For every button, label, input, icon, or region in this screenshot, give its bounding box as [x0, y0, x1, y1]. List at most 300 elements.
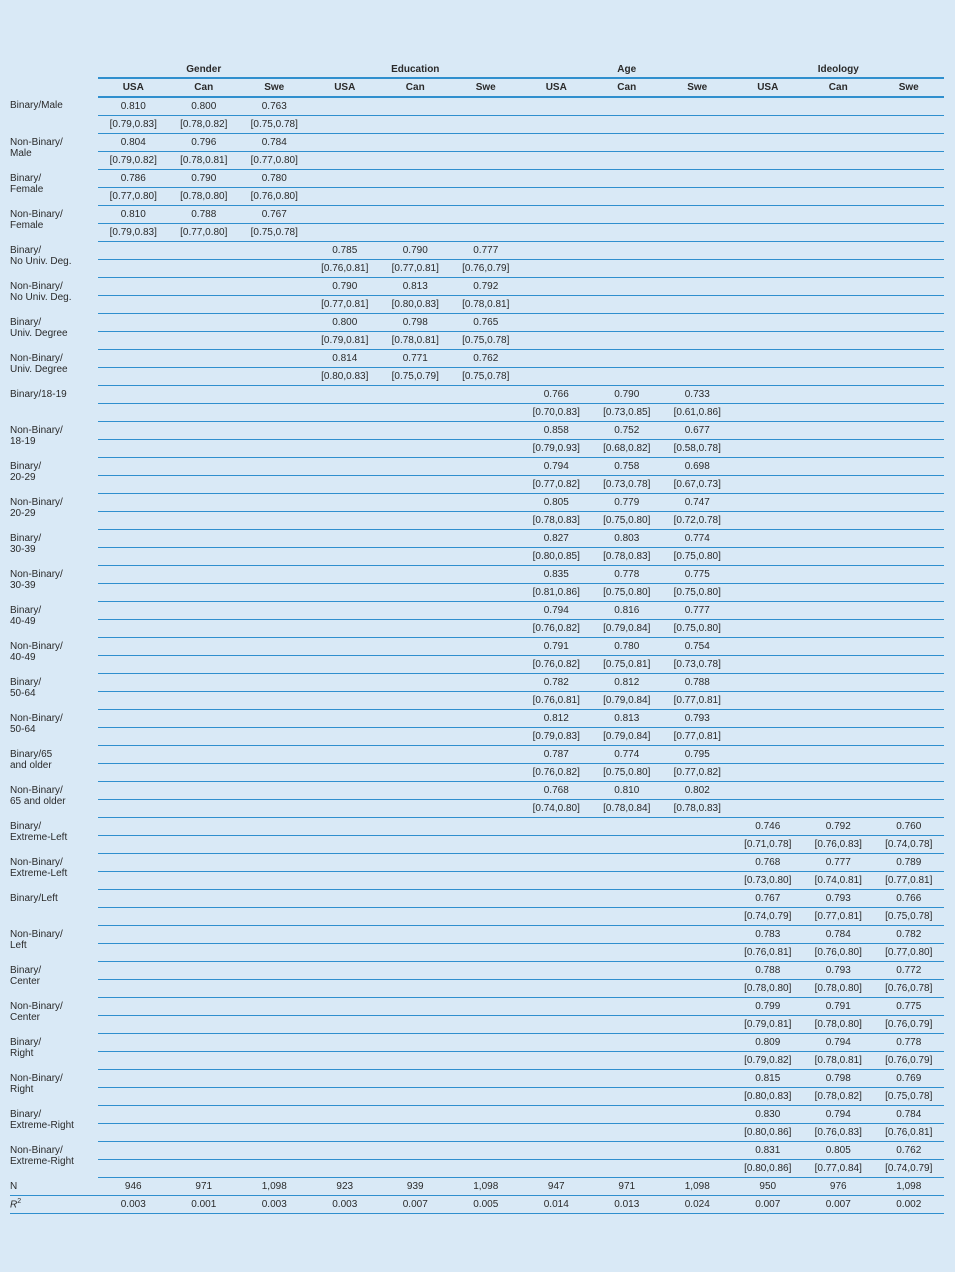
estimate-cell: 0.785 [310, 242, 381, 260]
empty-cell [662, 908, 733, 926]
row-label [10, 1070, 98, 1106]
ci-cell: [0.75,0.78] [451, 368, 522, 386]
empty-cell [662, 368, 733, 386]
empty-cell [310, 440, 381, 458]
estimate-cell: 0.815 [733, 1070, 804, 1088]
ci-cell: [0.80,0.85] [521, 548, 592, 566]
empty-cell [521, 350, 592, 368]
empty-cell [874, 530, 945, 548]
table-row-ci [10, 188, 944, 206]
empty-cell [874, 440, 945, 458]
empty-cell [239, 368, 310, 386]
table-row [10, 962, 944, 980]
table-row [10, 422, 944, 440]
empty-cell [592, 242, 663, 260]
empty-cell [98, 458, 169, 476]
r2-letter: R [10, 1199, 18, 1211]
row-label-line: Non-Binary/ [10, 352, 63, 364]
ci-cell: [0.75,0.78] [239, 116, 310, 134]
empty-cell [662, 980, 733, 998]
ci-cell: [0.76,0.83] [803, 1124, 874, 1142]
empty-cell [169, 584, 240, 602]
empty-cell [874, 800, 945, 818]
empty-cell [380, 1142, 451, 1160]
estimate-cell: 0.790 [310, 278, 381, 296]
estimate-cell: 0.791 [803, 998, 874, 1016]
estimate-cell: 0.784 [239, 134, 310, 152]
table-row [10, 170, 944, 188]
empty-cell [662, 116, 733, 134]
empty-cell [98, 710, 169, 728]
empty-cell [733, 224, 804, 242]
n-cell: 971 [592, 1178, 663, 1196]
empty-cell [733, 440, 804, 458]
row-label-line: 40-49 [10, 651, 36, 663]
empty-cell [169, 260, 240, 278]
empty-cell [98, 422, 169, 440]
empty-cell [733, 170, 804, 188]
country-header: Can [380, 78, 451, 97]
estimate-cell: 0.778 [874, 1034, 945, 1052]
empty-cell [380, 97, 451, 116]
n-cell: 1,098 [451, 1178, 522, 1196]
r2-cell: 0.007 [803, 1196, 874, 1214]
empty-cell [380, 386, 451, 404]
ci-cell: [0.76,0.80] [803, 944, 874, 962]
r2-label [10, 1196, 98, 1214]
empty-cell [98, 1016, 169, 1034]
estimate-cell: 0.775 [874, 998, 945, 1016]
ci-cell: [0.81,0.86] [521, 584, 592, 602]
row-label [10, 998, 98, 1034]
empty-cell [451, 944, 522, 962]
empty-cell [662, 170, 733, 188]
row-label-line: Binary/ [10, 676, 42, 688]
empty-cell [521, 998, 592, 1016]
empty-cell [380, 854, 451, 872]
empty-cell [98, 1142, 169, 1160]
empty-cell [239, 332, 310, 350]
r2-cell: 0.003 [239, 1196, 310, 1214]
empty-cell [169, 566, 240, 584]
empty-cell [733, 278, 804, 296]
empty-cell [662, 188, 733, 206]
row-label [10, 242, 98, 278]
empty-cell [169, 368, 240, 386]
empty-cell [98, 782, 169, 800]
estimate-cell: 0.774 [592, 746, 663, 764]
empty-cell [169, 656, 240, 674]
empty-cell [98, 368, 169, 386]
r2-cell: 0.003 [310, 1196, 381, 1214]
ci-cell: [0.77,0.82] [521, 476, 592, 494]
empty-cell [803, 800, 874, 818]
empty-cell [239, 1088, 310, 1106]
ci-cell: [0.77,0.81] [662, 692, 733, 710]
estimate-cell: 0.758 [592, 458, 663, 476]
table-row [10, 926, 944, 944]
r2-cell: 0.007 [733, 1196, 804, 1214]
ci-cell: [0.71,0.78] [733, 836, 804, 854]
estimate-cell: 0.810 [592, 782, 663, 800]
empty-cell [521, 1160, 592, 1178]
empty-cell [380, 1034, 451, 1052]
table-row [10, 890, 944, 908]
row-label-line: Binary/ [10, 604, 42, 616]
estimate-cell: 0.778 [592, 566, 663, 584]
empty-cell [310, 224, 381, 242]
estimate-cell: 0.677 [662, 422, 733, 440]
empty-cell [380, 206, 451, 224]
n-cell: 1,098 [239, 1178, 310, 1196]
empty-cell [803, 638, 874, 656]
empty-cell [733, 296, 804, 314]
empty-cell [592, 1124, 663, 1142]
ci-cell: [0.75,0.81] [592, 656, 663, 674]
empty-cell [521, 926, 592, 944]
ci-cell: [0.75,0.78] [451, 332, 522, 350]
empty-cell [733, 764, 804, 782]
row-label [10, 134, 98, 170]
row-label [10, 422, 98, 458]
estimate-cell: 0.792 [803, 818, 874, 836]
empty-cell [380, 476, 451, 494]
ci-cell: [0.70,0.83] [521, 404, 592, 422]
empty-cell [803, 764, 874, 782]
table-row-ci [10, 260, 944, 278]
table-row-ci [10, 548, 944, 566]
estimate-cell: 0.765 [451, 314, 522, 332]
empty-cell [169, 908, 240, 926]
empty-cell [451, 908, 522, 926]
empty-cell [521, 1142, 592, 1160]
empty-cell [874, 332, 945, 350]
empty-cell [169, 926, 240, 944]
table-row [10, 674, 944, 692]
empty-cell [380, 1106, 451, 1124]
group-header-age: Age [521, 56, 733, 78]
row-label-line: Non-Binary/ [10, 280, 63, 292]
empty-cell [803, 584, 874, 602]
empty-cell [310, 728, 381, 746]
empty-cell [380, 1088, 451, 1106]
ci-cell: [0.77,0.81] [310, 296, 381, 314]
table-row-ci [10, 1124, 944, 1142]
table-row-ci [10, 152, 944, 170]
estimate-cell: 0.790 [592, 386, 663, 404]
ci-cell: [0.78,0.82] [169, 116, 240, 134]
empty-cell [310, 512, 381, 530]
empty-cell [380, 782, 451, 800]
empty-cell [310, 1034, 381, 1052]
empty-cell [169, 332, 240, 350]
empty-cell [874, 710, 945, 728]
empty-cell [874, 548, 945, 566]
empty-cell [310, 386, 381, 404]
estimate-cell: 0.798 [803, 1070, 874, 1088]
empty-cell [662, 1106, 733, 1124]
empty-cell [874, 134, 945, 152]
empty-cell [310, 818, 381, 836]
empty-cell [662, 1070, 733, 1088]
estimate-cell: 0.799 [733, 998, 804, 1016]
ci-cell: [0.75,0.78] [874, 908, 945, 926]
empty-cell [451, 494, 522, 512]
empty-cell [874, 314, 945, 332]
ci-cell: [0.75,0.80] [592, 584, 663, 602]
empty-cell [662, 1142, 733, 1160]
empty-cell [169, 764, 240, 782]
n-label: N [10, 1178, 98, 1196]
row-label [10, 97, 98, 134]
empty-cell [239, 620, 310, 638]
empty-cell [239, 782, 310, 800]
empty-cell [380, 692, 451, 710]
empty-cell [803, 224, 874, 242]
empty-cell [169, 476, 240, 494]
ci-cell: [0.76,0.81] [310, 260, 381, 278]
empty-cell [451, 404, 522, 422]
empty-cell [733, 602, 804, 620]
table-row [10, 1106, 944, 1124]
empty-cell [451, 548, 522, 566]
n-cell: 1,098 [662, 1178, 733, 1196]
row-label-line: Univ. Degree [10, 363, 68, 375]
empty-cell [874, 620, 945, 638]
estimate-cell: 0.804 [98, 134, 169, 152]
empty-cell [169, 386, 240, 404]
table-row [10, 602, 944, 620]
empty-cell [803, 782, 874, 800]
estimate-cell: 0.777 [662, 602, 733, 620]
row-label-line: Non-Binary/ [10, 568, 63, 580]
empty-cell [169, 800, 240, 818]
empty-cell [803, 746, 874, 764]
empty-cell [169, 638, 240, 656]
empty-cell [733, 458, 804, 476]
empty-cell [451, 638, 522, 656]
empty-cell [310, 1016, 381, 1034]
empty-cell [592, 836, 663, 854]
empty-cell [239, 638, 310, 656]
estimate-cell: 0.793 [803, 962, 874, 980]
table-row [10, 638, 944, 656]
empty-cell [169, 710, 240, 728]
empty-cell [239, 476, 310, 494]
estimate-cell: 0.795 [662, 746, 733, 764]
table-row [10, 782, 944, 800]
row-label [10, 782, 98, 818]
empty-cell [874, 422, 945, 440]
estimate-cell: 0.779 [592, 494, 663, 512]
empty-cell [733, 260, 804, 278]
empty-cell [98, 404, 169, 422]
empty-cell [662, 332, 733, 350]
row-label-line: Binary/ [10, 964, 42, 976]
empty-cell [521, 188, 592, 206]
ci-cell: [0.79,0.84] [592, 692, 663, 710]
row-label-line: Binary/ [10, 1108, 42, 1120]
table-row [10, 350, 944, 368]
empty-cell [662, 1016, 733, 1034]
empty-cell [521, 332, 592, 350]
table-row [10, 854, 944, 872]
empty-cell [310, 620, 381, 638]
empty-cell [733, 152, 804, 170]
empty-cell [239, 422, 310, 440]
empty-cell [98, 350, 169, 368]
empty-cell [592, 908, 663, 926]
empty-cell [98, 818, 169, 836]
table-row-ci [10, 116, 944, 134]
empty-cell [98, 476, 169, 494]
empty-cell [803, 602, 874, 620]
empty-cell [98, 854, 169, 872]
group-header-education: Education [310, 56, 522, 78]
empty-cell [239, 1034, 310, 1052]
empty-cell [239, 548, 310, 566]
table-row-ci [10, 764, 944, 782]
row-label-line: Extreme-Right [10, 1119, 74, 1131]
empty-cell [803, 242, 874, 260]
empty-cell [451, 152, 522, 170]
row-label [10, 350, 98, 386]
empty-cell [310, 746, 381, 764]
empty-cell [169, 890, 240, 908]
ci-cell: [0.78,0.82] [803, 1088, 874, 1106]
empty-cell [310, 890, 381, 908]
empty-cell [239, 1142, 310, 1160]
empty-cell [380, 800, 451, 818]
empty-cell [803, 296, 874, 314]
empty-cell [310, 458, 381, 476]
empty-cell [874, 728, 945, 746]
ci-cell: [0.76,0.83] [803, 836, 874, 854]
empty-cell [239, 728, 310, 746]
empty-cell [98, 260, 169, 278]
empty-cell [662, 1088, 733, 1106]
empty-cell [310, 188, 381, 206]
empty-cell [733, 566, 804, 584]
table-row-ci [10, 332, 944, 350]
ci-cell: [0.78,0.84] [592, 800, 663, 818]
row-label [10, 602, 98, 638]
estimate-cell: 0.766 [521, 386, 592, 404]
empty-cell [310, 602, 381, 620]
empty-cell [169, 998, 240, 1016]
empty-cell [733, 692, 804, 710]
n-cell: 971 [169, 1178, 240, 1196]
empty-cell [169, 1088, 240, 1106]
ci-cell: [0.76,0.81] [874, 1124, 945, 1142]
estimate-cell: 0.769 [874, 1070, 945, 1088]
empty-cell [380, 944, 451, 962]
empty-cell [98, 962, 169, 980]
ci-cell: [0.76,0.82] [521, 620, 592, 638]
empty-cell [169, 674, 240, 692]
ci-cell: [0.74,0.79] [733, 908, 804, 926]
empty-cell [521, 97, 592, 116]
row-label-line: Binary/18-19 [10, 388, 67, 400]
empty-cell [169, 296, 240, 314]
empty-cell [239, 386, 310, 404]
empty-cell [662, 872, 733, 890]
empty-cell [662, 242, 733, 260]
table-row [10, 1070, 944, 1088]
empty-cell [662, 134, 733, 152]
ci-cell: [0.75,0.78] [874, 1088, 945, 1106]
empty-cell [733, 350, 804, 368]
row-label-line: 50-64 [10, 687, 36, 699]
row-label-line: Binary/ [10, 532, 42, 544]
empty-cell [521, 278, 592, 296]
estimate-cell: 0.816 [592, 602, 663, 620]
row-label-line: 18-19 [10, 435, 36, 447]
empty-cell [592, 116, 663, 134]
empty-cell [98, 926, 169, 944]
table-row-ci [10, 476, 944, 494]
empty-cell [239, 296, 310, 314]
r2-cell: 0.003 [98, 1196, 169, 1214]
row-label-line: Binary/ [10, 244, 42, 256]
row-label [10, 278, 98, 314]
estimate-cell: 0.747 [662, 494, 733, 512]
estimate-cell: 0.794 [803, 1106, 874, 1124]
estimate-cell: 0.830 [733, 1106, 804, 1124]
empty-cell [98, 314, 169, 332]
table-row-ci [10, 584, 944, 602]
row-label-line: 30-39 [10, 543, 36, 555]
ci-cell: [0.75,0.78] [239, 224, 310, 242]
empty-cell [239, 1106, 310, 1124]
empty-cell [98, 764, 169, 782]
empty-cell [662, 296, 733, 314]
empty-cell [451, 782, 522, 800]
table-row-ci [10, 1088, 944, 1106]
table-row-ci [10, 836, 944, 854]
empty-cell [380, 872, 451, 890]
empty-cell [592, 170, 663, 188]
ci-cell: [0.78,0.80] [803, 980, 874, 998]
empty-cell [874, 188, 945, 206]
empty-cell [310, 764, 381, 782]
empty-cell [803, 530, 874, 548]
empty-cell [592, 224, 663, 242]
empty-cell [169, 602, 240, 620]
ci-cell: [0.61,0.86] [662, 404, 733, 422]
ci-cell: [0.76,0.82] [521, 656, 592, 674]
table-row-ci [10, 872, 944, 890]
empty-cell [874, 476, 945, 494]
table-row-ci [10, 944, 944, 962]
empty-cell [662, 944, 733, 962]
ci-cell: [0.76,0.79] [451, 260, 522, 278]
estimate-cell: 0.774 [662, 530, 733, 548]
table-row [10, 314, 944, 332]
row-label-line: 65 and older [10, 795, 66, 807]
empty-cell [98, 872, 169, 890]
r2-cell: 0.001 [169, 1196, 240, 1214]
empty-cell [310, 548, 381, 566]
empty-cell [592, 296, 663, 314]
row-label-line: Binary/ [10, 316, 42, 328]
empty-cell [733, 620, 804, 638]
group-header-ideology: Ideology [733, 56, 945, 78]
r2-cell: 0.005 [451, 1196, 522, 1214]
results-table-container [10, 56, 944, 1214]
empty-cell [239, 404, 310, 422]
ci-cell: [0.78,0.81] [169, 152, 240, 170]
